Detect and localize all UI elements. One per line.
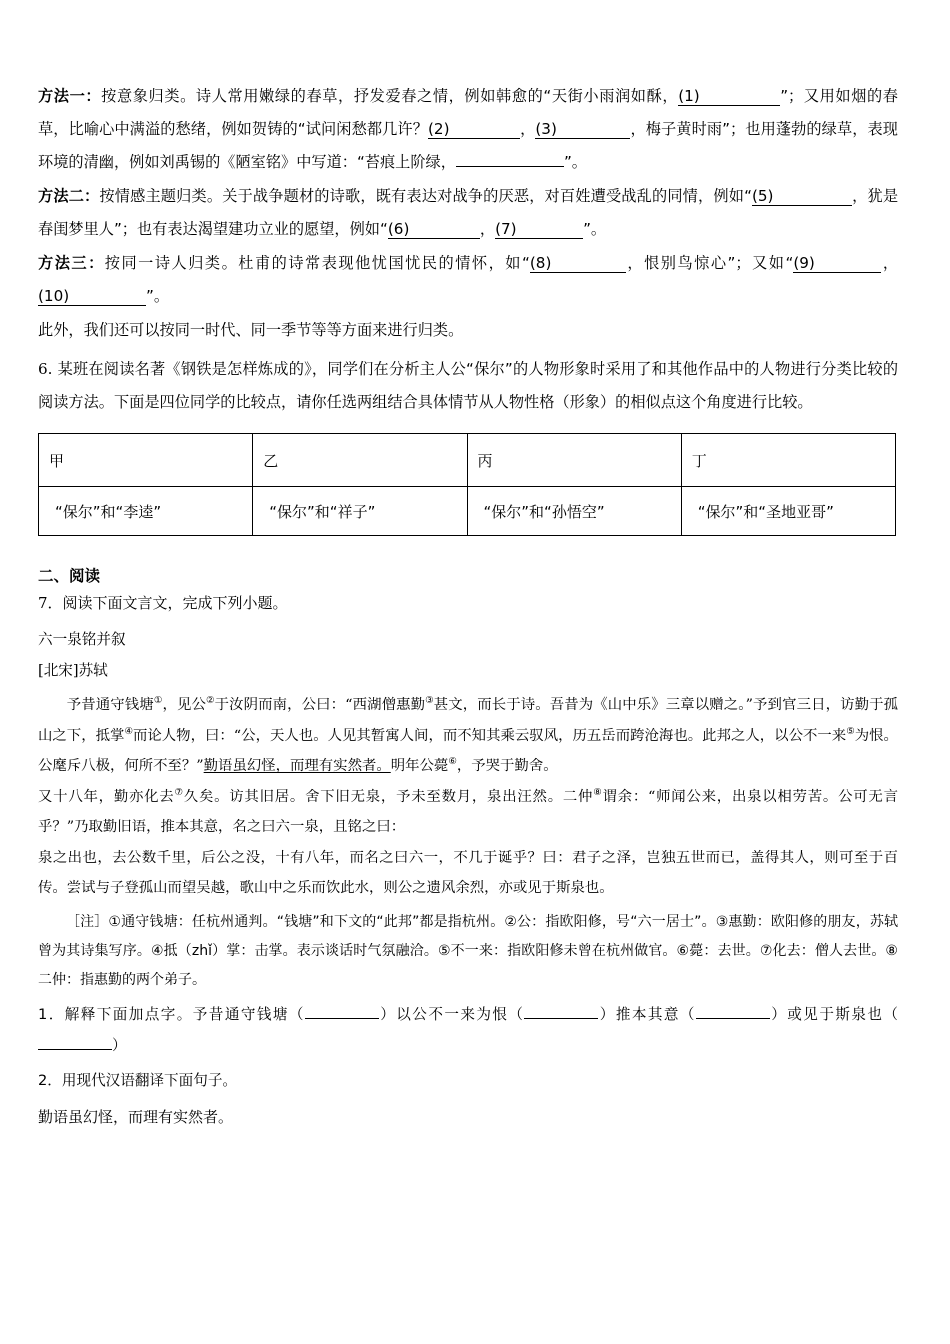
- method-one-paragraph: [38, 80, 898, 179]
- footnote-marker-3: ③: [425, 695, 434, 707]
- question-6-text: 某班在阅读名著《钢铁是怎样炼成的》，同学们在分析主人公“保尔”的人物形象时采用了和其他作品中的人物进行分类比较的阅读方法。下面是四位同学的比较点，请你任选两组结合具体情节从人物性格（形象）的相似点这个角度进行比较。: [38, 360, 899, 411]
- blank-7[interactable]: (7): [495, 222, 583, 239]
- method-three-text-a: 按同一诗人归类。杜甫的诗常表现他忧国忧民的情怀，如“: [104, 254, 530, 272]
- blank-1[interactable]: (1): [678, 89, 780, 106]
- blank-10[interactable]: (10): [38, 289, 146, 306]
- table-header-bing: 丙: [467, 434, 681, 487]
- passage-title: 六一泉铭并叙: [38, 631, 126, 648]
- passage-p1-a: 予昔通守钱塘: [66, 697, 154, 713]
- subquestion-1-text-c: ）推本其意（: [598, 1005, 696, 1023]
- method-one-text-b: ”；又用如烟的春草，比喻心中满溢的愁绪，例如贺铸的“试问闲愁都几许？: [38, 87, 898, 138]
- passage-paragraph-2: [38, 782, 898, 843]
- method-two-label: 方法二：: [38, 187, 100, 205]
- blank-9[interactable]: (9): [793, 256, 881, 273]
- method-one-text-d: ，梅子黄时雨”；也用蓬勃的绿草，表现环境的清幽，例如刘禹锡的《陋室铭》中写道：“苔痕上阶绿，: [38, 120, 898, 171]
- footnote-marker-2: ②: [205, 695, 215, 707]
- method-three-paragraph: [38, 247, 898, 313]
- subquestion-1-text-d: ）或见于斯泉也: [769, 1005, 884, 1023]
- footnote-marker-1: ①: [153, 695, 163, 707]
- subquestion-1-text-f: ）: [112, 1036, 127, 1054]
- table-header-jia: 甲: [39, 434, 253, 487]
- blank-8[interactable]: (8): [530, 256, 626, 273]
- table-header-yi: 乙: [253, 434, 467, 487]
- footnote-marker-6: ⑥: [448, 756, 457, 768]
- blank-5[interactable]: (5): [752, 189, 852, 206]
- answer-blank-2[interactable]: [524, 1018, 598, 1019]
- passage-p1-h: ，予哭于勤舍。: [456, 758, 558, 774]
- subquestion-1-text-e: （: [883, 1005, 898, 1023]
- blank-2[interactable]: (2): [428, 122, 520, 139]
- method-two-text-c: ，: [479, 220, 496, 238]
- method-one-text-e: ”。: [563, 153, 587, 171]
- method-two-text-d: ”。: [583, 220, 607, 238]
- table-cell-yi: “保尔”和“祥子”: [253, 487, 467, 536]
- passage-underlined-sentence: 勤语虽幻怪，而理有实然者。: [203, 758, 391, 774]
- table-cell-ding: “保尔”和“圣地亚哥”: [681, 487, 895, 536]
- translate-sentence: 勤语虽幻怪，而理有实然者。: [38, 1107, 234, 1126]
- passage-p2-b: 久矣。访其旧居。舍下旧无泉，予未至数月，泉出汪然。二仲: [183, 788, 594, 805]
- footnote-marker-8: ⑧: [593, 786, 603, 798]
- subquestion-2-number: 2．: [38, 1071, 62, 1089]
- answer-blank-4[interactable]: [38, 1049, 112, 1050]
- blank-3[interactable]: (3): [535, 122, 630, 139]
- passage-p1-d: 甚文，而长于诗。吾昔为《山中乐》三章以赠之。”予到官三日，访勤于孤山之下，抵掌: [38, 697, 898, 744]
- table-cell-jia: “保尔”和“李逵”: [39, 487, 253, 536]
- method-one-text-a: 按意象归类。诗人常用嫩绿的春草，抒发爱春之情，例如韩愈的“天街小雨润如酥，: [101, 87, 679, 105]
- table-row-headers: [39, 434, 896, 487]
- page-content: [38, 80, 898, 1133]
- method-two-quote-open: “: [744, 187, 752, 205]
- passage-footnotes: ［注］①通守钱塘：任杭州通判。“钱塘”和下文的“此邦”都是指杭州。②公：指欧阳修，号“六一居士”。③惠勤：欧阳修的朋友，苏轼曾为其诗集写序。④抵（zhǐ）掌：击掌。表示谈话时气氛融洽。⑤不一来：指欧阳修未曾在杭州做官。⑥薨：去世。⑦化去：僧人去世。⑧二仲：指惠勤的两个弟子。: [38, 913, 898, 988]
- blank-4[interactable]: [456, 166, 564, 167]
- passage-p1-b: ，见公: [162, 697, 206, 713]
- closing-note: 此外，我们还可以按同一时代、同一季节等等方面来进行归类。: [38, 321, 464, 339]
- passage-p2-a: 又十八年，勤亦化去: [38, 788, 175, 805]
- subquestion-1-text-a: 解释下面加点字。予昔通守钱塘（: [64, 1005, 305, 1023]
- subquestion-1: [38, 999, 898, 1061]
- subquestion-2-text: 用现代汉语翻译下面句子。: [61, 1071, 238, 1089]
- passage-p1-f: 为恨。公麾斥八极，何所不至？”: [38, 727, 898, 774]
- passage-paragraph-3: 泉之出也，去公数千里，后公之没，十有八年，而名之曰六一，不几于诞乎？曰：君子之泽，岂独五世而已，盖得其人，则可至于百传。尝试与子登孤山而望吴越，歌山中之乐而饮此水，则公之遗风余烈，亦或见于斯泉也。: [38, 849, 898, 896]
- subquestion-1-text-b: ）以公不一来为恨（: [378, 1005, 525, 1023]
- method-three-text-c: ，: [881, 254, 899, 272]
- method-three-label: 方法三：: [38, 254, 105, 272]
- subquestion-1-number: 1．: [38, 1005, 65, 1023]
- passage-p1-c: 于汝阴而南，公曰：“西湖僧惠勤: [214, 697, 426, 713]
- table-header-ding: 丁: [681, 434, 895, 487]
- method-three-quote-open: “: [785, 254, 794, 272]
- subquestion-2: [38, 1065, 898, 1096]
- answer-blank-1[interactable]: [305, 1018, 379, 1019]
- method-three-text-b: ，恨别鸟惊心”；又如: [625, 254, 786, 272]
- passage-author: [北宋]苏轼: [38, 662, 108, 679]
- table-cell-bing: “保尔”和“孙悟空”: [467, 487, 681, 536]
- passage-p1-g: 明年公薨: [390, 758, 449, 774]
- blank-6[interactable]: (6): [388, 222, 480, 239]
- method-three-text-d: ”。: [146, 287, 170, 305]
- passage-paragraph-1: [38, 690, 898, 782]
- footnote-marker-7: ⑦: [174, 786, 184, 798]
- table-row: [39, 487, 896, 536]
- footnote-marker-4: ④: [124, 725, 133, 737]
- question-7-intro: 7．阅读下面文言文，完成下列小题。: [38, 594, 288, 612]
- answer-blank-3[interactable]: [696, 1018, 770, 1019]
- method-two-text-a: 按情感主题归类。关于战争题材的诗歌，既有表达对战争的厌恶，对百姓遭受战乱的同情，例如: [99, 187, 745, 205]
- footnote-marker-5: ⑤: [846, 725, 855, 737]
- passage-p1-e: 而论人物，曰：“公，天人也。人见其暂寓人间，而不知其乘云驭风，历五岳而跨沧海也。此邦之人，以公不一来: [132, 727, 847, 744]
- section-heading-reading: 二、阅读: [38, 567, 101, 585]
- question-6: [38, 353, 898, 419]
- method-two-text-b: ，犹是春闺梦里人”；也有表达渴望建功立业的愿望，例如“: [38, 187, 899, 238]
- method-one-text-c: ，: [519, 120, 536, 138]
- method-two-paragraph: [38, 180, 898, 246]
- passage-p2-c: 谓余：“师闻公来，出泉以相劳苦。公可无言乎？”乃取勤旧语，推本其意，名之曰六一泉，且铭之曰：: [38, 788, 898, 835]
- method-one-label: 方法一：: [38, 87, 102, 105]
- question-6-number: 6.: [38, 360, 53, 378]
- comparison-table: [38, 433, 896, 536]
